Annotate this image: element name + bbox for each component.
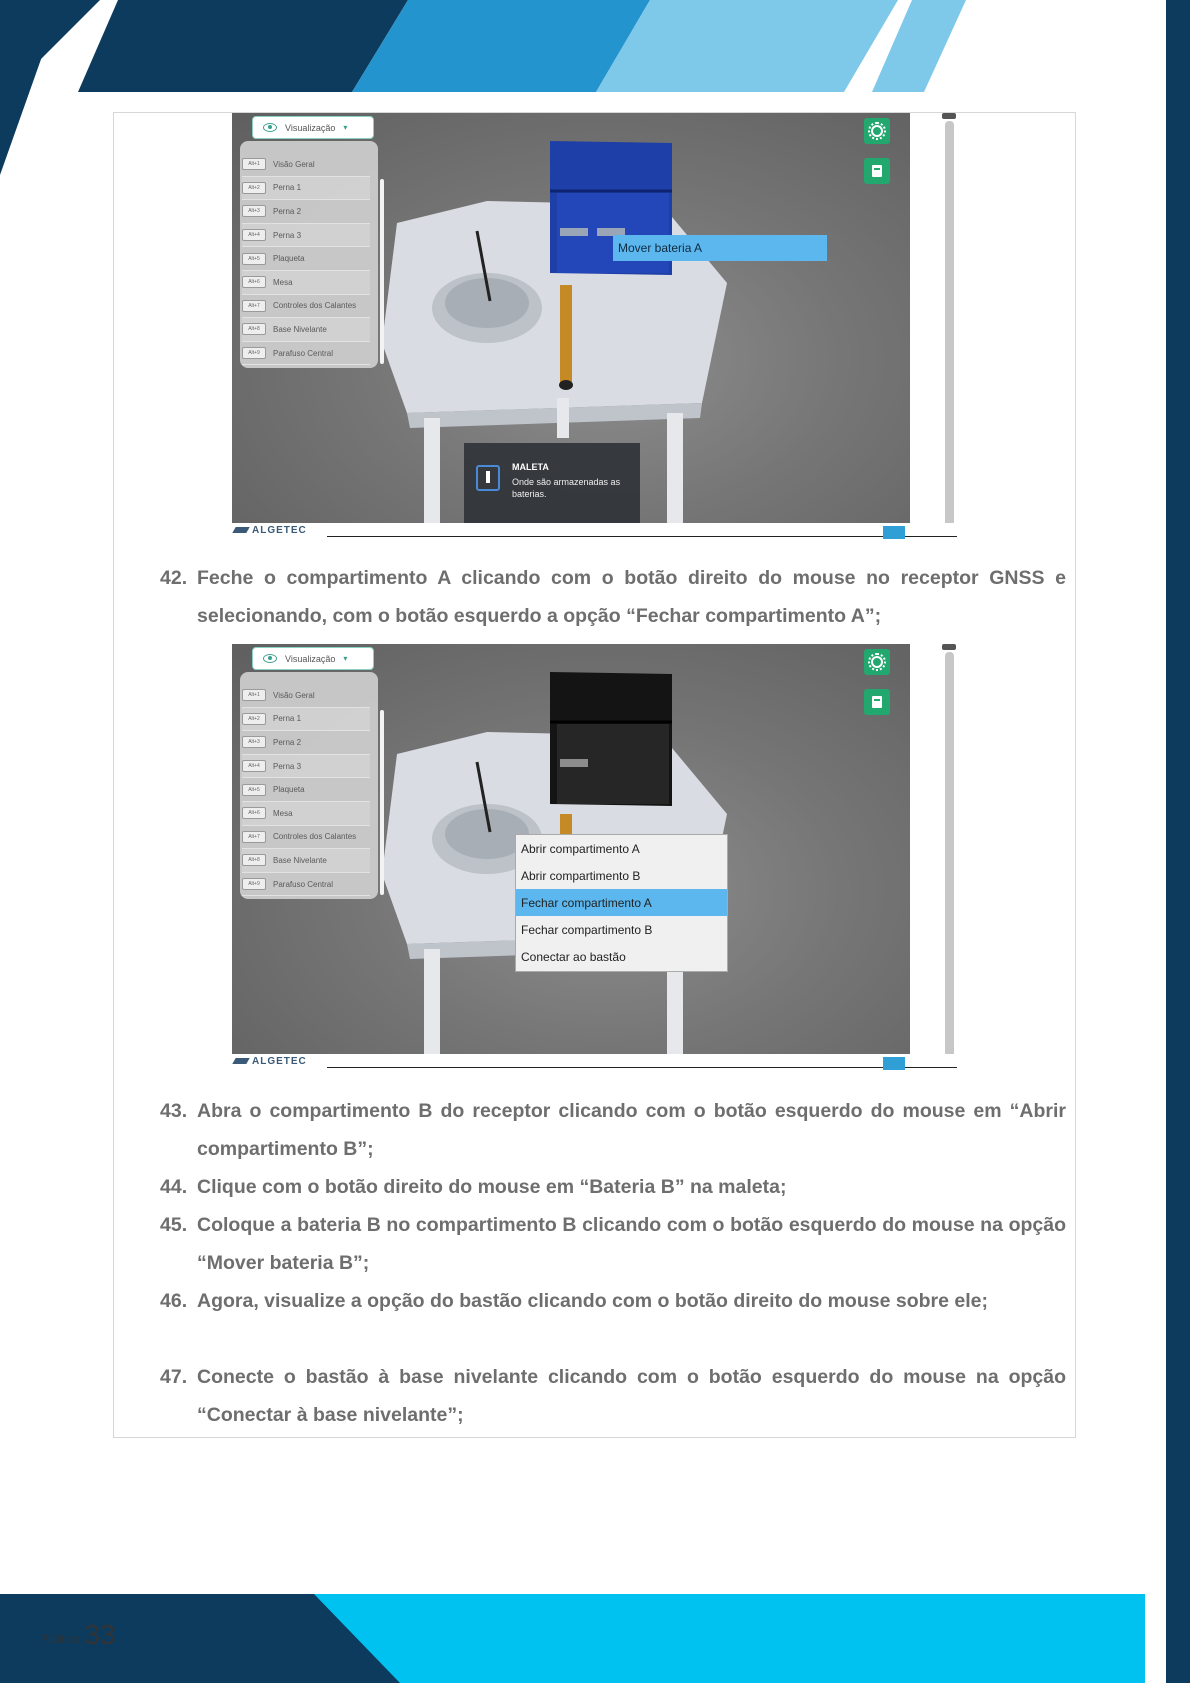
list-item-label: Perna 1 <box>273 183 302 193</box>
list-item[interactable] <box>242 342 370 366</box>
move-battery-tooltip[interactable]: Mover bateria A <box>613 235 827 261</box>
list-item[interactable] <box>242 731 370 755</box>
shortcut-key: Alt+5 <box>242 253 266 265</box>
list-item-label: Plaqueta <box>273 254 305 264</box>
step-44 <box>160 1168 1066 1206</box>
list-item-label: Visão Geral <box>273 159 315 169</box>
right-edge-bar <box>1166 0 1190 1683</box>
shortcut-key: Alt+9 <box>242 878 266 890</box>
list-item-label: Perna 2 <box>273 737 302 747</box>
brand-logo <box>234 525 307 536</box>
list-item-label: Mesa <box>273 808 293 818</box>
menu-item-close-b[interactable]: Fechar compartimento B <box>521 922 653 937</box>
step-number: 47. <box>160 1366 188 1388</box>
list-item-label: Plaqueta <box>273 785 305 795</box>
info-icon <box>476 465 500 491</box>
list-item-label: Parafuso Central <box>273 879 334 889</box>
list-item[interactable] <box>242 224 370 248</box>
list-item[interactable] <box>242 200 370 224</box>
step-number: 43. <box>160 1100 188 1122</box>
list-item[interactable] <box>242 826 370 850</box>
step-text: Clique com o botão direito do mouse em “Bateria B” na maleta; <box>197 1176 787 1198</box>
chevron-down-icon: ▾ <box>343 123 348 132</box>
panel-scrollbar[interactable] <box>380 179 384 364</box>
visualization-list <box>242 153 370 365</box>
brand-text: ALGETEC <box>252 525 307 536</box>
list-item-label: Base Nivelante <box>273 855 327 865</box>
manual-book-icon[interactable] <box>864 689 890 715</box>
vertical-scrollbar[interactable] <box>945 652 954 1057</box>
list-item-label: Controles dos Calantes <box>273 301 357 311</box>
step-45 <box>160 1206 1066 1282</box>
eye-icon <box>263 123 277 132</box>
scrollbar-arrow-icon[interactable] <box>942 644 956 650</box>
shortcut-key: Alt+7 <box>242 831 266 843</box>
list-item[interactable] <box>242 802 370 826</box>
shortcut-key: Alt+4 <box>242 760 266 772</box>
list-item-label: Base Nivelante <box>273 324 327 334</box>
shortcut-key: Alt+3 <box>242 205 266 217</box>
list-item[interactable] <box>242 177 370 201</box>
context-menu <box>515 834 728 972</box>
shortcut-key: Alt+8 <box>242 323 266 335</box>
list-item[interactable] <box>242 849 370 873</box>
strip-divider <box>327 1067 957 1068</box>
simulator-screenshot-2 <box>232 644 960 1070</box>
info-text: Onde são armazenadas as baterias. <box>512 477 621 499</box>
shortcut-key: Alt+1 <box>242 158 266 170</box>
object-info-box <box>464 443 640 523</box>
shortcut-key: Alt+1 <box>242 689 266 701</box>
step-46 <box>160 1282 1066 1320</box>
step-number: 45. <box>160 1214 188 1236</box>
manual-book-icon[interactable] <box>864 158 890 184</box>
visualization-list <box>242 684 370 896</box>
list-item-label: Perna 1 <box>273 714 302 724</box>
list-item[interactable] <box>242 153 370 177</box>
list-item[interactable] <box>242 295 370 319</box>
shortcut-key: Alt+8 <box>242 854 266 866</box>
shortcut-key: Alt+5 <box>242 784 266 796</box>
page-number: 33 <box>84 1619 116 1650</box>
vertical-scrollbar[interactable] <box>945 121 954 526</box>
list-item[interactable] <box>242 247 370 271</box>
chevron-down-icon: ▾ <box>343 654 348 663</box>
menu-item-connect-rod[interactable]: Conectar ao bastão <box>521 949 626 964</box>
panel-scrollbar[interactable] <box>380 710 384 895</box>
menu-item-close-a[interactable]: Fechar compartimento A <box>516 889 727 916</box>
list-item-label: Controles dos Calantes <box>273 832 357 842</box>
shortcut-key: Alt+6 <box>242 276 266 288</box>
eye-icon <box>263 654 277 663</box>
shortcut-key: Alt+9 <box>242 347 266 359</box>
classification-label: Público <box>40 1632 80 1646</box>
dropdown-label: Visualização <box>285 122 336 133</box>
list-item[interactable] <box>242 778 370 802</box>
shortcut-key: Alt+7 <box>242 300 266 312</box>
step-number: 46. <box>160 1290 188 1312</box>
list-item-label: Perna 3 <box>273 761 302 771</box>
brand-logo <box>234 1056 307 1067</box>
shortcut-key: Alt+6 <box>242 807 266 819</box>
dropdown-label: Visualização <box>285 653 336 664</box>
shortcut-key: Alt+2 <box>242 182 266 194</box>
simulator-scene <box>232 644 910 1054</box>
menu-item-open-b[interactable]: Abrir compartimento B <box>521 868 641 883</box>
simulator-screenshot-1 <box>232 113 960 539</box>
step-42 <box>160 559 1066 635</box>
list-item-label: Parafuso Central <box>273 348 334 358</box>
list-item-label: Perna 3 <box>273 230 302 240</box>
settings-gear-icon[interactable] <box>864 118 890 144</box>
strip-button[interactable] <box>883 526 905 539</box>
menu-item-open-a[interactable]: Abrir compartimento A <box>521 841 640 856</box>
visualization-dropdown[interactable] <box>252 647 374 670</box>
strip-divider <box>327 536 957 537</box>
step-47 <box>160 1358 1066 1434</box>
strip-button[interactable] <box>883 1057 905 1070</box>
step-text: Conecte o bastão à base nivelante clicando com o botão esquerdo do mouse na opção “Conectar à base nivelante”; <box>197 1366 1066 1426</box>
brand-text: ALGETEC <box>252 1056 307 1067</box>
list-item-label: Perna 2 <box>273 206 302 216</box>
step-text: Feche o compartimento A clicando com o botão direito do mouse no receptor GNSS e selecionando, com o botão esquerdo a opção “Fechar compartimento A”; <box>197 567 1066 627</box>
list-item-label: Mesa <box>273 277 293 287</box>
brand-mark-icon <box>232 527 249 533</box>
brand-mark-icon <box>232 1058 249 1064</box>
list-item[interactable] <box>242 684 370 708</box>
visualization-dropdown[interactable] <box>252 116 374 139</box>
shortcut-key: Alt+2 <box>242 713 266 725</box>
step-text: Agora, visualize a opção do bastão clicando com o botão direito do mouse sobre ele; <box>197 1290 988 1312</box>
simulator-scene <box>232 113 910 523</box>
step-number: 42. <box>160 567 188 589</box>
settings-gear-icon[interactable] <box>864 649 890 675</box>
list-item[interactable] <box>242 271 370 295</box>
footer-banner <box>0 1594 1190 1683</box>
shortcut-key: Alt+3 <box>242 736 266 748</box>
list-item[interactable] <box>242 755 370 779</box>
info-title: MALETA <box>512 462 549 472</box>
shortcut-key: Alt+4 <box>242 229 266 241</box>
step-number: 44. <box>160 1176 188 1198</box>
scrollbar-arrow-icon[interactable] <box>942 113 956 119</box>
list-item[interactable] <box>242 318 370 342</box>
step-text: Abra o compartimento B do receptor clicando com o botão esquerdo do mouse em “Abrir compartimento B”; <box>197 1100 1066 1160</box>
list-item[interactable] <box>242 708 370 732</box>
step-text: Coloque a bateria B no compartimento B clicando com o botão esquerdo do mouse na opção “Mover bateria B”; <box>197 1214 1066 1274</box>
list-item[interactable] <box>242 873 370 897</box>
step-43 <box>160 1092 1066 1168</box>
list-item-label: Visão Geral <box>273 690 315 700</box>
